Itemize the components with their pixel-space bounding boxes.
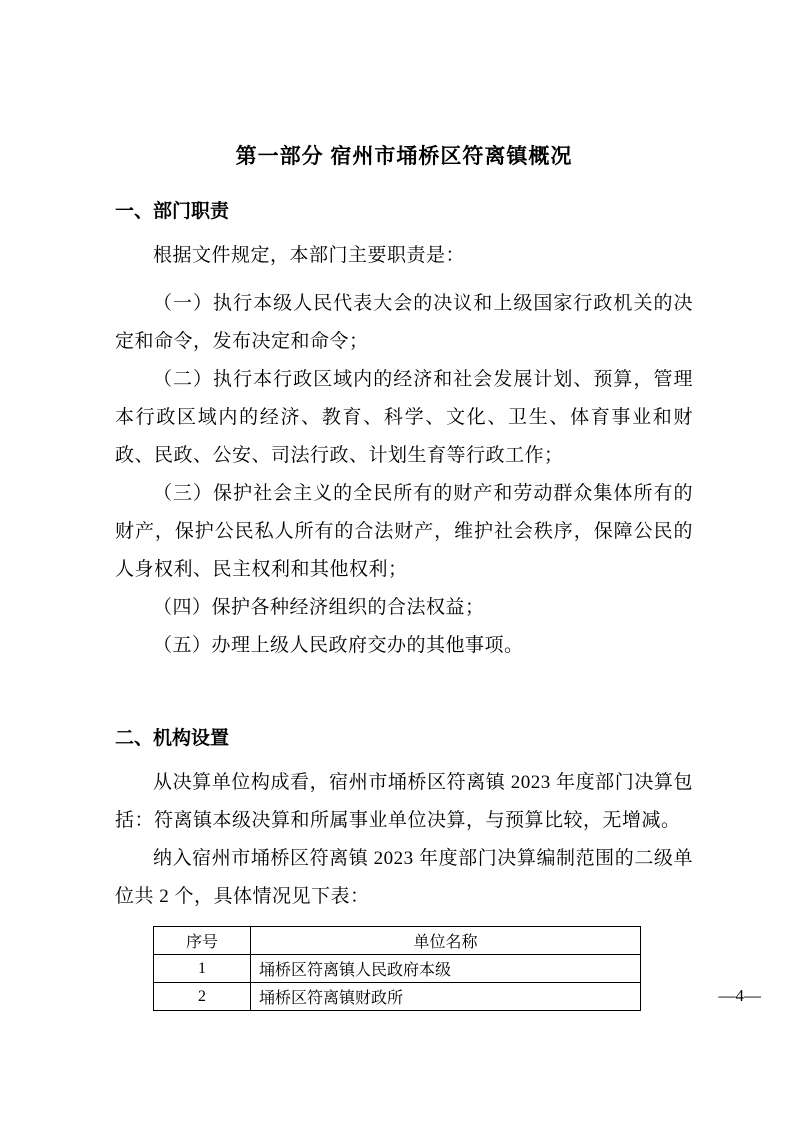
table-header-index: 序号 [154,927,251,955]
section1-item-2: （二）执行本行政区域内的经济和社会发展计划、预算，管理本行政区域内的经济、教育、科学、文化、卫生、体育事业和财政、民政、公安、司法行政、计划生育等行政工作； [115,369,693,466]
section1-item-1: （一）执行本级人民代表大会的决议和上级国家行政机关的决定和命令，发布决定和命令； [115,293,693,352]
section1-intro-paragraph: 根据文件规定，本部门主要职责是： [153,245,466,266]
table-header-unit-name: 单位名称 [251,927,641,955]
section1-item-3: （三）保护社会主义的全民所有的财产和劳动群众集体所有的财产，保护公民私人所有的合法财产，维护社会秩序，保障公民的人身权利、民主权利和其他权利； [115,483,693,580]
section2-paragraph-2: 纳入宿州市埇桥区符离镇 2023 年度部门决算编制范围的二级单位共 2 个，具体情况见下表： [115,848,693,907]
page-title: 第一部分 宿州市埇桥区符离镇概况 [235,145,573,168]
table-cell-index: 1 [154,955,251,983]
units-table [153,926,641,1011]
document-content [115,140,693,1011]
table-header-row [154,927,641,955]
table-row [154,983,641,1011]
table-row [154,955,641,983]
section1-item-4: （四）保护各种经济组织的合法权益； [153,597,485,618]
page-number: —4— [718,986,761,1005]
section1-heading: 一、部门职责 [115,201,230,222]
section2-heading: 二、机构设置 [115,728,230,749]
section1-item-5: （五）办理上级人民政府交办的其他事项。 [153,635,524,656]
table-cell-index: 2 [154,983,251,1011]
table-cell-unit-name: 埇桥区符离镇财政所 [251,983,641,1011]
section2-paragraph-1: 从决算单位构成看，宿州市埇桥区符离镇 2023 年度部门决算包括：符离镇本级决算和所属事业单位决算，与预算比较，无增减。 [115,772,693,831]
table-cell-unit-name: 埇桥区符离镇人民政府本级 [251,955,641,983]
